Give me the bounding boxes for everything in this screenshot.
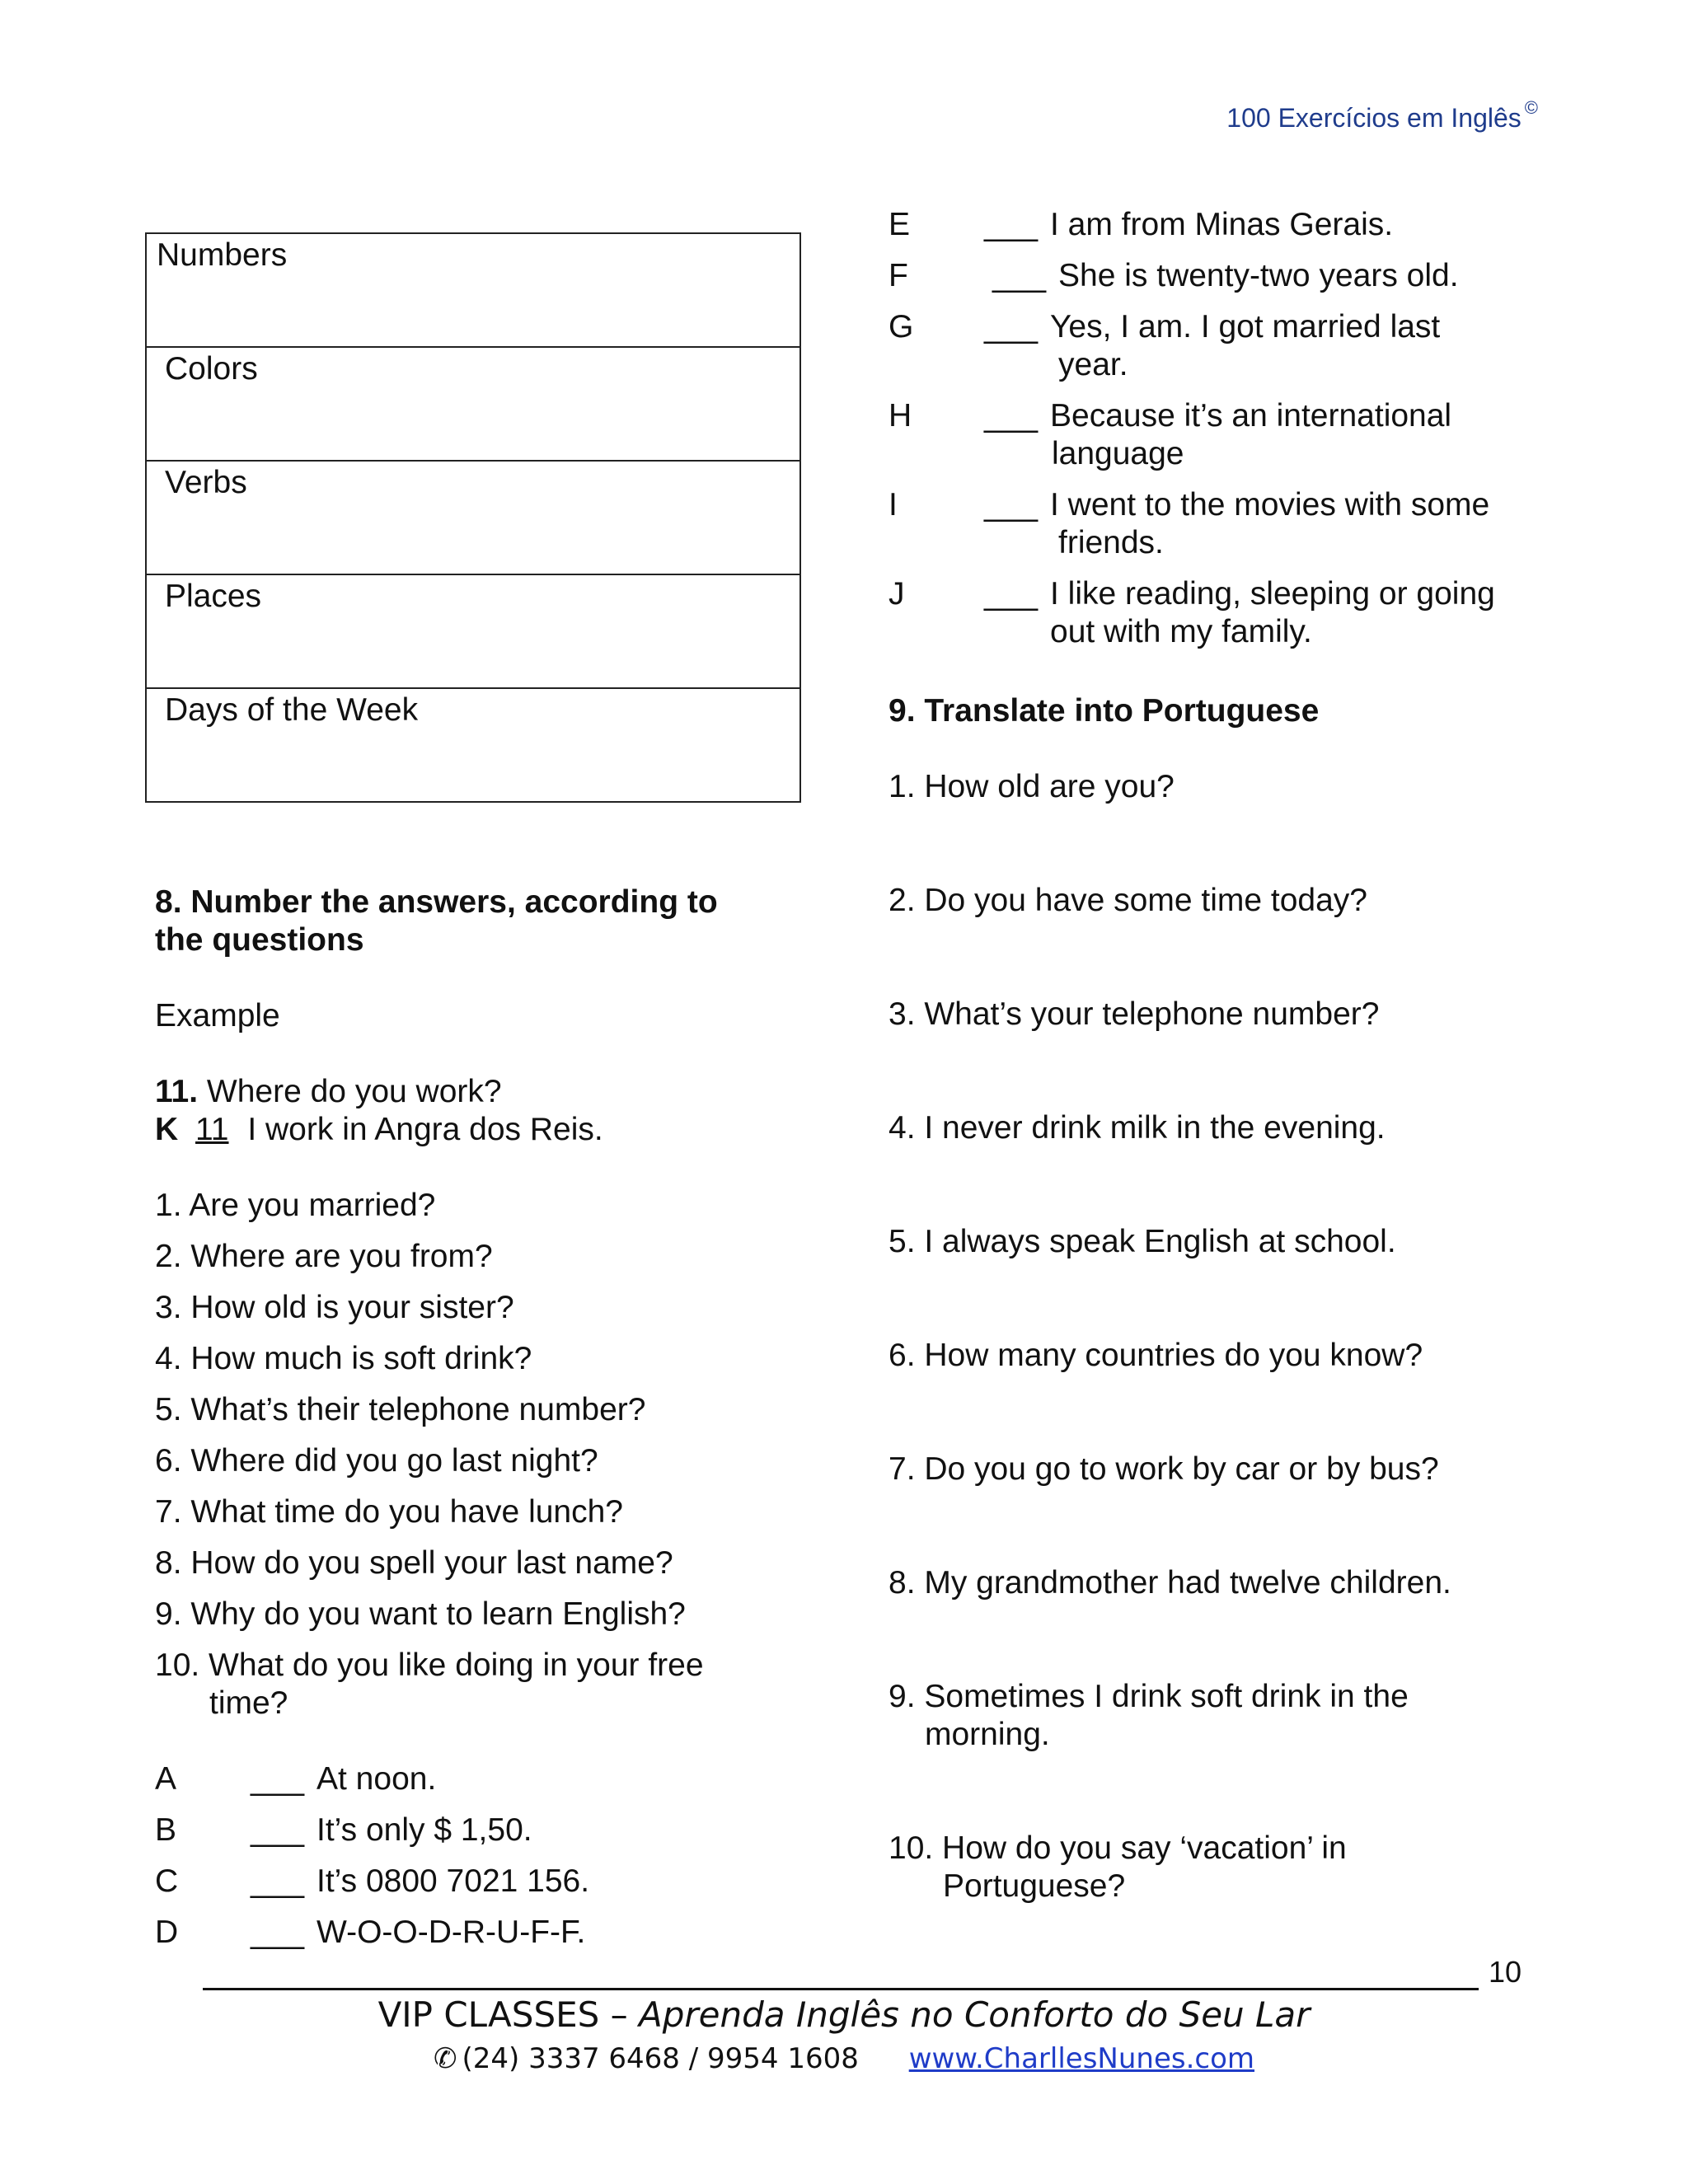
answer-text-a: At noon.: [316, 1761, 437, 1797]
question-3: 3. How old is your sister?: [155, 1290, 514, 1325]
footer-phone: (24) 3337 6468 / 9954 1608: [462, 2042, 859, 2075]
translate-item-1: 1. How old are you?: [889, 769, 1175, 804]
answer-blank-i: ___: [984, 487, 1039, 523]
vocab-row-numbers: [147, 234, 799, 348]
example-label: Example: [155, 998, 280, 1033]
answer-text-c: It’s 0800 7021 156.: [316, 1863, 590, 1899]
question-1: 1. Are you married?: [155, 1188, 436, 1223]
answer-text-d: W-O-O-D-R-U-F-F.: [316, 1915, 586, 1950]
example-answer-text: I work in Angra dos Reis.: [238, 1112, 603, 1147]
question-2: 2. Where are you from?: [155, 1239, 493, 1274]
section8-title-line1: 8. Number the answers, according to: [155, 884, 718, 920]
example-answer-letter: K: [155, 1112, 179, 1147]
question-5: 5. What’s their telephone number?: [155, 1392, 646, 1427]
vocabulary-table: [145, 232, 801, 803]
website-link[interactable]: www.CharllesNunes.com: [908, 2042, 1255, 2075]
answer-blank-f: ___: [992, 258, 1047, 293]
answer-text-i-cont: friends.: [1058, 525, 1164, 560]
answer-text-g-cont: year.: [1058, 347, 1128, 382]
answer-text-e: I am from Minas Gerais.: [1050, 207, 1394, 242]
answer-letter-h: H: [889, 398, 912, 434]
answer-letter-i: I: [889, 487, 898, 523]
page-header: [1226, 97, 1538, 134]
answer-letter-b: B: [155, 1812, 177, 1848]
translate-item-10-cont: Portuguese?: [943, 1868, 1126, 1904]
vocab-label: Colors: [165, 351, 258, 387]
answer-letter-g: G: [889, 309, 914, 344]
section9-title: 9. Translate into Portuguese: [889, 693, 1320, 729]
answer-text-j: I like reading, sleeping or going: [1050, 576, 1495, 612]
answer-letter-f: F: [889, 258, 908, 293]
footer-slogan: Aprenda Inglês no Conforto do Seu Lar: [639, 1994, 1311, 2035]
answer-blank-c: ___: [251, 1863, 305, 1899]
footer-brand: VIP CLASSES –: [377, 1994, 639, 2035]
example-answer-number: 11: [195, 1112, 229, 1147]
answer-letter-a: A: [155, 1761, 177, 1797]
answer-text-i: I went to the movies with some: [1050, 487, 1490, 523]
question-7: 7. What time do you have lunch?: [155, 1494, 623, 1530]
answer-letter-c: C: [155, 1863, 179, 1899]
footer-title: [0, 1994, 1688, 2035]
question-10: 10. What do you like doing in your free: [155, 1647, 704, 1683]
translate-item-4: 4. I never drink milk in the evening.: [889, 1110, 1386, 1146]
page-number: 10: [1489, 1955, 1522, 1989]
answer-letter-d: D: [155, 1915, 179, 1950]
question-6: 6. Where did you go last night?: [155, 1443, 598, 1479]
question-8: 8. How do you spell your last name?: [155, 1545, 673, 1581]
answer-text-b: It’s only $ 1,50.: [316, 1812, 532, 1848]
translate-item-3: 3. What’s your telephone number?: [889, 996, 1380, 1032]
answer-blank-h: ___: [984, 398, 1039, 434]
answer-text-g: Yes, I am. I got married last: [1050, 309, 1441, 344]
vocab-label: Numbers: [157, 237, 288, 273]
answer-blank-b: ___: [251, 1812, 305, 1848]
example-answer: [155, 1111, 603, 1149]
vocab-row-places: [147, 575, 799, 689]
vocab-label: Places: [165, 579, 262, 614]
answer-blank-e: ___: [984, 207, 1039, 242]
translate-item-7: 7. Do you go to work by car or by bus?: [889, 1451, 1439, 1487]
vocab-label: Verbs: [165, 465, 247, 500]
vocab-label: Days of the Week: [165, 692, 419, 728]
answer-text-j-cont: out with my family.: [1050, 614, 1312, 649]
answer-text-h: Because it’s an international: [1050, 398, 1452, 434]
example-question-number: 11.: [155, 1074, 199, 1109]
translate-item-5: 5. I always speak English at school.: [889, 1224, 1396, 1259]
example-question: [155, 1073, 502, 1111]
answer-blank-d: ___: [251, 1915, 305, 1950]
vocab-row-days: [147, 689, 799, 803]
translate-item-10: 10. How do you say ‘vacation’ in: [889, 1830, 1347, 1866]
translate-item-9: 9. Sometimes I drink soft drink in the: [889, 1679, 1409, 1714]
question-4: 4. How much is soft drink?: [155, 1341, 532, 1376]
answer-text-h-cont: language: [1052, 436, 1184, 471]
answer-blank-j: ___: [984, 576, 1039, 612]
phone-icon: ✆: [433, 2042, 457, 2075]
question-10-cont: time?: [209, 1685, 288, 1721]
vocab-row-verbs: [147, 462, 799, 575]
translate-item-2: 2. Do you have some time today?: [889, 883, 1367, 918]
translate-item-6: 6. How many countries do you know?: [889, 1338, 1423, 1373]
answer-text-f: She is twenty-two years old.: [1058, 258, 1459, 293]
section8-title-line2: the questions: [155, 922, 364, 958]
header-title: 100 Exercícios em Inglês: [1226, 103, 1522, 133]
answer-letter-j: J: [889, 576, 905, 612]
vocab-row-colors: [147, 348, 799, 462]
question-9: 9. Why do you want to learn English?: [155, 1596, 686, 1632]
answer-blank-g: ___: [984, 309, 1039, 344]
answer-blank-a: ___: [251, 1761, 305, 1797]
answer-letter-e: E: [889, 207, 911, 242]
translate-item-9-cont: morning.: [925, 1717, 1050, 1752]
example-question-text: Where do you work?: [198, 1074, 502, 1109]
copyright-symbol: ©: [1524, 97, 1538, 118]
translate-item-8: 8. My grandmother had twelve children.: [889, 1565, 1451, 1601]
footer-contact: [0, 2042, 1688, 2075]
footer-divider: [203, 1988, 1479, 1990]
